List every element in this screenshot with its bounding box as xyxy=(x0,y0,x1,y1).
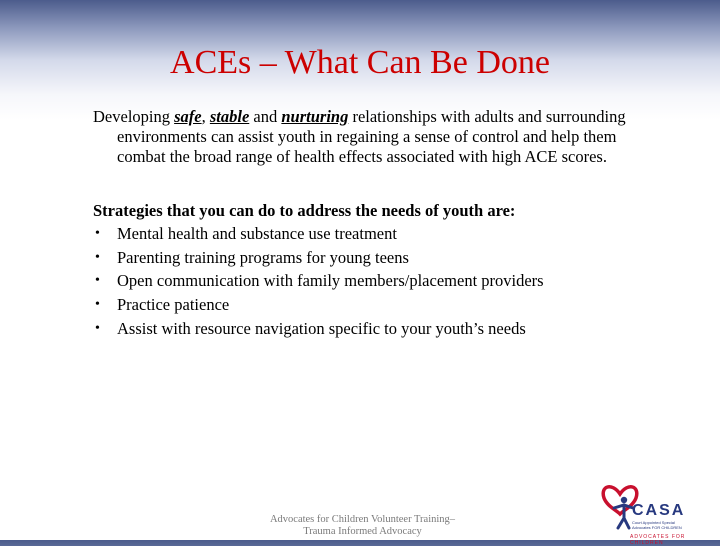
list-item-text: Mental health and substance use treatment xyxy=(117,224,397,243)
list-item xyxy=(93,269,653,293)
list-item-text: Assist with resource navigation specific to your youth’s needs xyxy=(117,318,526,338)
bullet-icon: • xyxy=(95,249,100,265)
emphasis-safe: safe xyxy=(174,107,202,126)
logo-subline: ADVOCATES FOR CHILDREN xyxy=(630,534,686,546)
emphasis-stable: stable xyxy=(209,107,250,126)
strategies-section xyxy=(93,200,653,341)
intro-text-3: relationships with adults and surrounding environments can assist youth in regaining a sense of control and help them combat the broad range of health effects associated with high ACE scores. xyxy=(117,107,626,166)
list-item-text: Parenting training programs for young teens xyxy=(117,247,409,267)
intro-text xyxy=(93,107,633,167)
bullet-icon: • xyxy=(95,226,100,241)
list-item xyxy=(93,317,653,341)
strategies-heading: Strategies that you can do to address the needs of youth are: xyxy=(93,201,516,220)
intro-text-1: Developing xyxy=(93,107,175,126)
footer-line-2: Trauma Informed Advocacy xyxy=(303,526,422,537)
list-item-text: Practice patience xyxy=(117,295,230,315)
list-item xyxy=(93,222,653,246)
intro-paragraph xyxy=(93,107,633,167)
list-item xyxy=(93,293,653,317)
bullet-icon: • xyxy=(95,320,100,336)
logo-wordmark: CASA xyxy=(632,502,686,519)
footer-line-1: Advocates for Children Volunteer Training– xyxy=(269,514,456,525)
intro-text-2: and xyxy=(249,107,282,126)
slide-title: ACEs – What Can Be Done xyxy=(170,44,550,81)
casa-logo xyxy=(600,478,690,546)
strategies-list xyxy=(93,222,653,341)
list-item-text: Open communication with family members/placement providers xyxy=(117,271,544,291)
intro-comma: , xyxy=(201,107,210,126)
list-item xyxy=(93,246,653,270)
bullet-icon: • xyxy=(95,297,100,313)
slide-footer xyxy=(240,514,485,538)
emphasis-nurturing: nurturing xyxy=(281,107,349,126)
bullet-icon: • xyxy=(95,273,100,289)
logo-tagline: Court Appointed Special Advocates FOR CHILDREN xyxy=(632,520,682,530)
